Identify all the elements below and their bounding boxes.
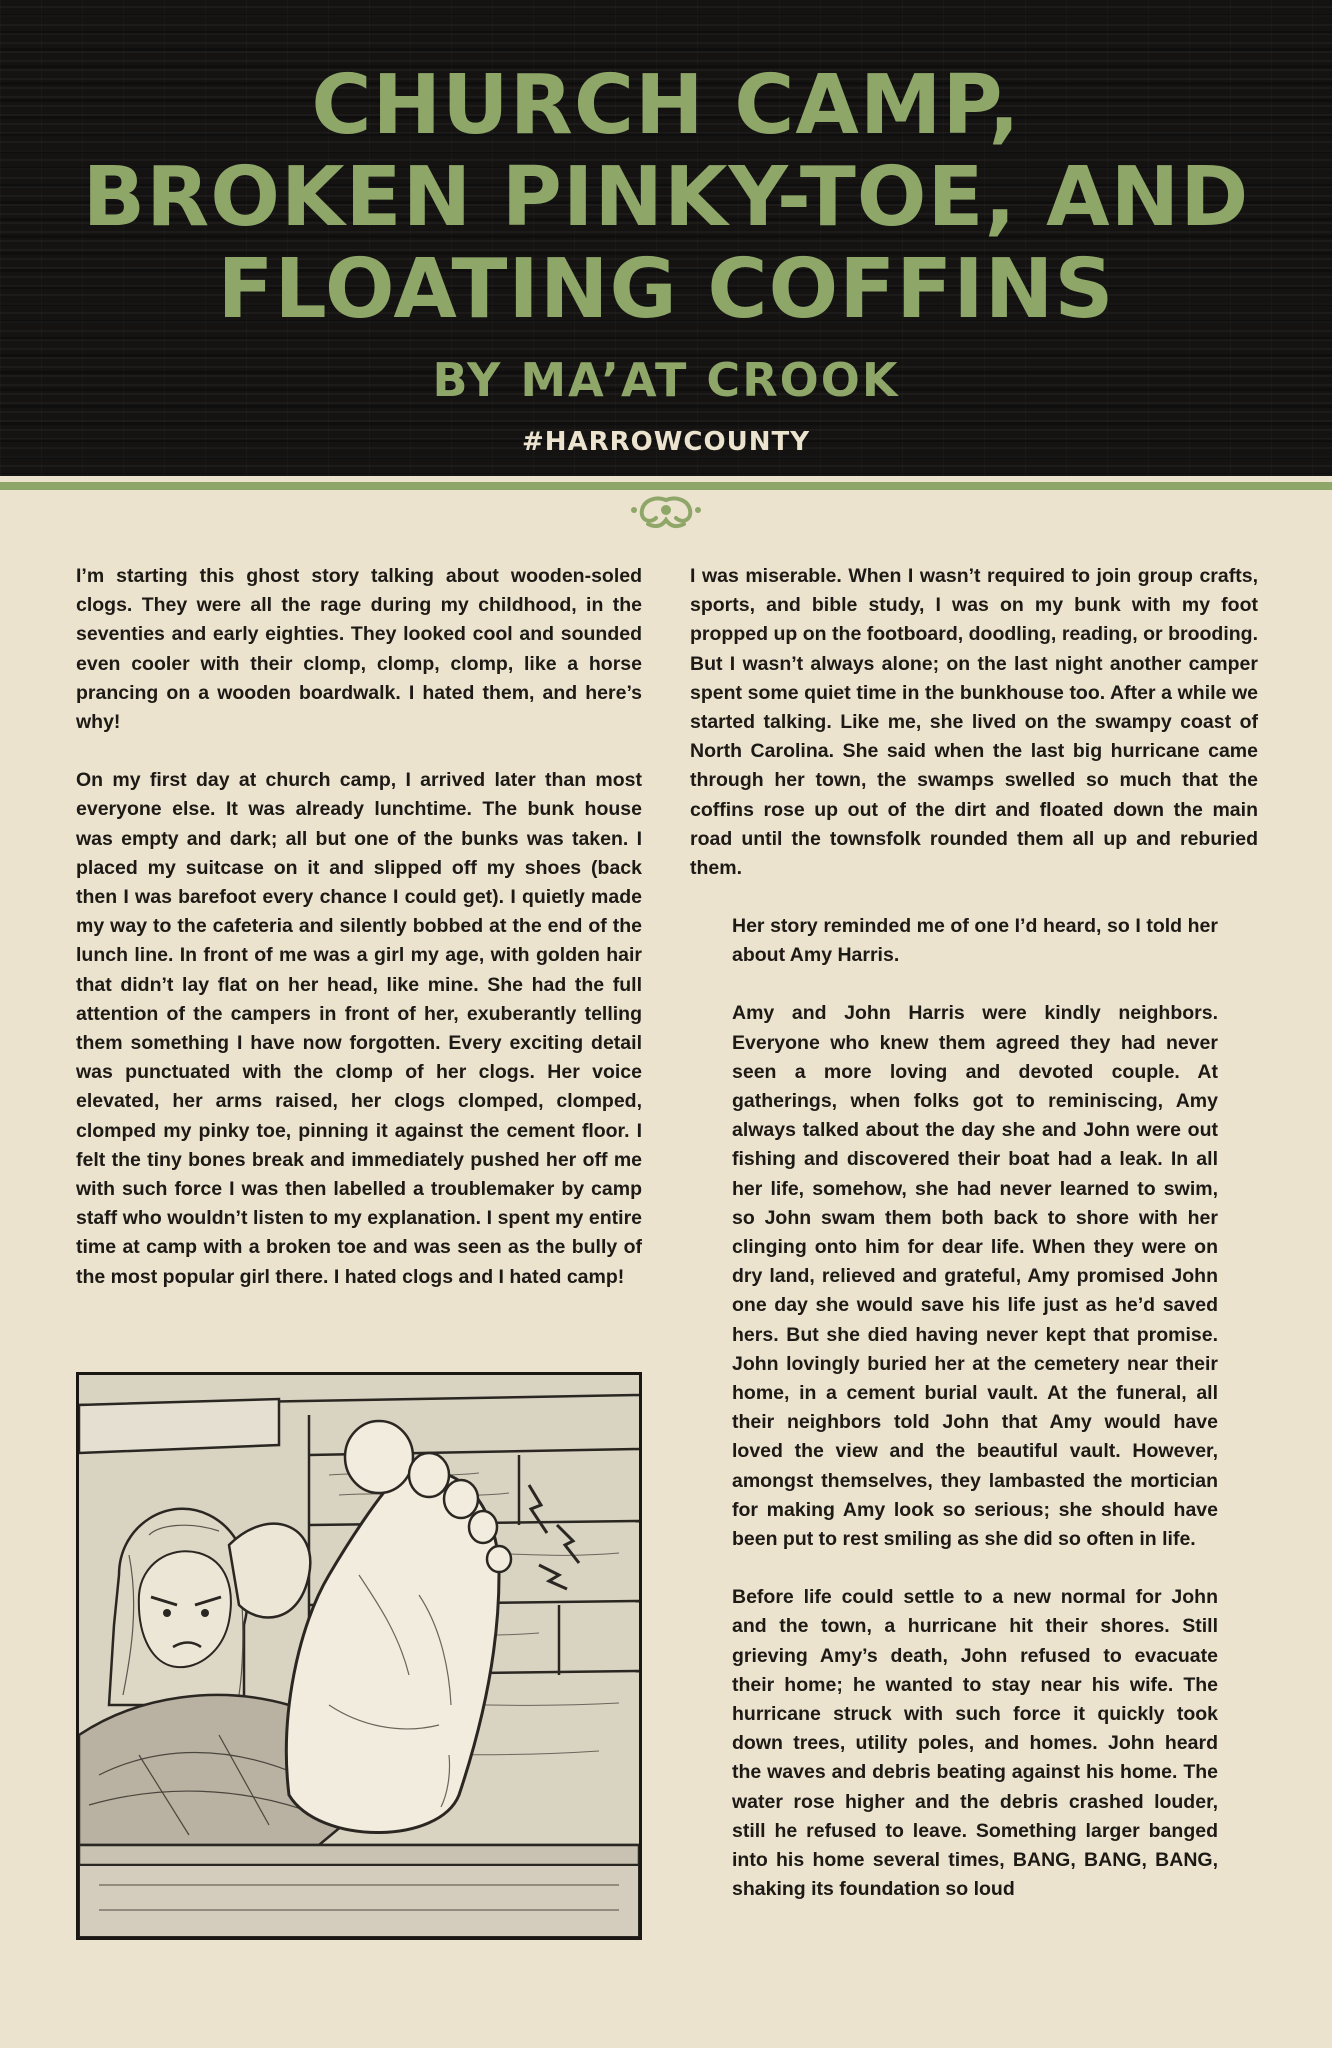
title-line: FLOATING COFFINS xyxy=(217,242,1115,337)
paragraph: Before life could settle to a new normal for John and the town, a hurricane hit their shores. Still grieving Amy’s death, John refused to evacuate their home; he wanted to stay near his wife. The hurricane struck with such force it quickly took down trees, utility poles, and homes. John heard the waves and debris beating against his home. The water rose higher and the debris crashed louder, still he refused to leave. Something larger banged into his home several times, BANG, BANG, BANG, shaking its foundation so loud xyxy=(732,1586,1218,1901)
title-banner xyxy=(0,0,1332,476)
paragraph: Her story reminded me of one I’d heard, so I told her about Amy Harris. xyxy=(732,915,1218,967)
author-byline: BY MA’AT CROOK xyxy=(432,353,900,407)
title-line: CHURCH CAMP, xyxy=(311,58,1021,153)
article-title xyxy=(20,60,1312,336)
paragraph: I’m starting this ghost story talking about wooden-soled clogs. They were all the rage during my childhood, in the seventies and early eighties. They looked cool and sounded even cooler with their clomp, clomp, clomp, like a horse prancing on a wooden boardwalk. I hated them, and here’s why! xyxy=(76,565,642,734)
paragraph: Amy and John Harris were kindly neighbors. Everyone who knew them agreed they had never seen a more loving and devoted couple. At gatherings, when folks got to reminiscing, Amy always talked about the day she and John were out fishing and discovered their boat had a leak. In all her life, somehow, she had never learned to swim, so John swam them both back to shore with her clinging onto him for dear life. When they were on dry land, relieved and grateful, Amy promised John one day she would save his life just as he’d saved hers. But she died having never kept that promise. John lovingly buried her at the cemetery near their home, in a cement burial vault. At the funeral, all their neighbors told John that Amy would have loved the view and the beautiful vault. However, amongst themselves, they lambasted the mortician for making Amy look so serious; she should have been put to rest smiling as she did so often in life. xyxy=(732,1002,1218,1551)
right-column xyxy=(690,562,1258,912)
paragraph: I was miserable. When I wasn’t required to join group crafts, sports, and bible study, I was on my bunk with my foot propped up on the footboard, doodling, reading, or brooding. But I wasn’t always alone; on the last night another camper spent some quiet time in the bunkhouse too. After a while we started talking. Like me, she lived on the swampy coast of North Carolina. She said when the last big hurricane came through her town, the swamps swelled so much that the coffins rose up out of the dirt and floated down the main road until the townsfolk rounded them all up and reburied them. xyxy=(690,565,1258,880)
illustration-art xyxy=(79,1375,639,1937)
title-line: BROKEN PINKY-TOE, AND xyxy=(82,150,1250,245)
paragraph: On my first day at church camp, I arrived later than most everyone else. It was already lunchtime. The bunk house was empty and dark; all but one of the bunks was taken. I placed my suitcase on it and slipped off my shoes (back then I was barefoot every chance I could get). I quietly made my way to the cafeteria and silently bobbed at the end of the lunch line. In front of me was a girl my age, with golden hair that didn’t lay flat on her head, like mine. She had the full attention of the campers in front of her, exuberantly telling them something I have now forgotten. Every exciting detail was punctuated with the clomp of her clogs. Her voice elevated, her arms raised, her clogs clomped, clomped, clomped my pinky toe, pinning it against the cement floor. I felt the tiny bones break and immediately pushed her off me with such force I was then labelled a troublemaker by camp staff who wouldn’t listen to my explanation. I spent my entire time at camp with a broken toe and was seen as the bully of the most popular girl there. I hated clogs and I hated camp! xyxy=(76,769,642,1288)
comic-illustration xyxy=(76,1372,642,1940)
header-divider xyxy=(0,482,1332,490)
hashtag: #HARROWCOUNTY xyxy=(521,427,811,457)
floral-ornament-icon xyxy=(626,494,706,532)
left-column xyxy=(76,562,642,1321)
right-column-inset xyxy=(732,912,1218,1934)
